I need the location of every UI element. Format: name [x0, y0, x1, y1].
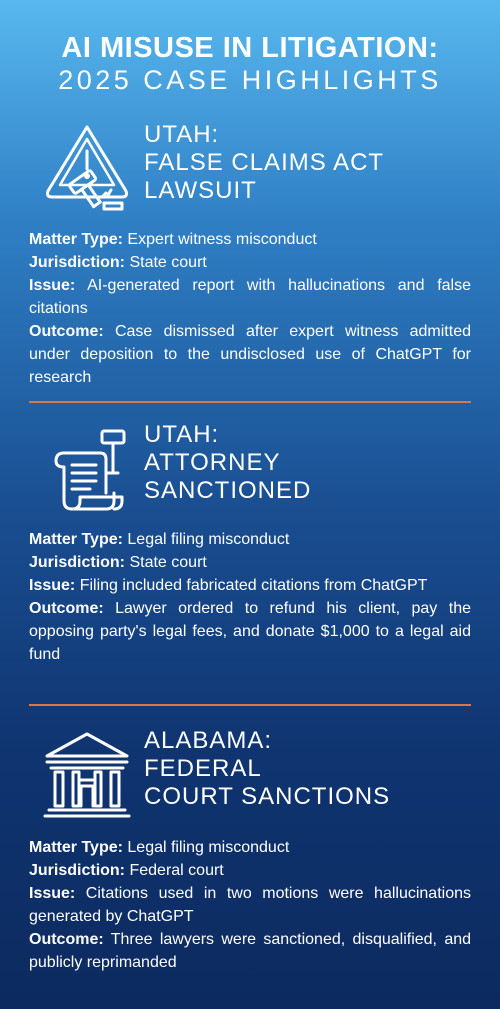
case-title-line: LAWSUIT — [144, 177, 257, 204]
main-title: AI MISUSE IN LITIGATION: — [61, 32, 439, 64]
case-title — [144, 418, 311, 505]
jurisdiction-label: Jurisdiction: — [29, 254, 126, 271]
case-title-line: COURT SANCTIONS — [144, 783, 391, 810]
jurisdiction-label: Jurisdiction: — [29, 554, 126, 571]
case-title-line: ALABAMA: — [144, 727, 273, 754]
matter-type-value: Legal filing misconduct — [127, 839, 290, 856]
matter-type-row — [29, 836, 471, 859]
outcome-value: Three lawyers were sanctioned, disqualified, and publicly reprimanded — [29, 931, 472, 971]
case-details — [29, 836, 471, 974]
case-title-line: FALSE CLAIMS ACT — [144, 149, 385, 176]
case-title-line: UTAH: — [144, 121, 220, 148]
outcome-label: Outcome: — [29, 600, 104, 617]
issue-label: Issue: — [29, 885, 76, 902]
outcome-label: Outcome: — [29, 931, 104, 948]
issue-row — [29, 274, 471, 320]
case-details — [29, 528, 471, 666]
matter-type-value: Legal filing misconduct — [127, 531, 290, 548]
case-header — [29, 418, 471, 518]
case-title-line: SANCTIONED — [144, 477, 312, 504]
case-title — [144, 724, 390, 811]
case-title-line: UTAH: — [144, 421, 220, 448]
outcome-row — [29, 320, 471, 389]
matter-type-label: Matter Type: — [29, 231, 123, 248]
jurisdiction-row — [29, 251, 471, 274]
case-title-line: FEDERAL — [144, 755, 262, 782]
issue-label: Issue: — [29, 277, 76, 294]
case-details — [29, 228, 471, 389]
matter-type-value: Expert witness misconduct — [127, 231, 317, 248]
sub-title: 2025 CASE HIGHLIGHTS — [58, 65, 442, 95]
jurisdiction-row — [29, 859, 471, 882]
issue-value: AI-generated report with hallucinations and false citations — [29, 277, 471, 317]
matter-type-label: Matter Type: — [29, 839, 123, 856]
issue-row — [29, 882, 471, 928]
case-title — [144, 118, 384, 205]
issue-label: Issue: — [29, 577, 76, 594]
jurisdiction-value: State court — [129, 254, 207, 271]
outcome-label: Outcome: — [29, 323, 104, 340]
case-header — [29, 118, 471, 218]
outcome-row — [29, 597, 471, 666]
outcome-value: Lawyer ordered to refund his client, pay the opposing party's legal fees, and donate $1,000 to a legal aid fund — [29, 600, 471, 663]
case-card-utah-false-claims — [29, 118, 471, 389]
issue-value: Filing included fabricated citations from ChatGPT — [79, 577, 428, 594]
courthouse-icon — [29, 724, 144, 824]
issue-row — [29, 574, 471, 597]
jurisdiction-value: Federal court — [129, 862, 224, 879]
matter-type-row — [29, 228, 471, 251]
scroll-gavel-icon — [29, 418, 144, 518]
case-card-utah-attorney — [29, 418, 471, 666]
warning-gavel-icon — [29, 118, 144, 218]
jurisdiction-value: State court — [129, 554, 207, 571]
matter-type-row — [29, 528, 471, 551]
jurisdiction-row — [29, 551, 471, 574]
issue-value: Citations used in two motions were hallucinations generated by ChatGPT — [29, 885, 471, 925]
jurisdiction-label: Jurisdiction: — [29, 862, 126, 879]
case-card-alabama-federal — [29, 724, 471, 974]
case-title-line: ATTORNEY — [144, 449, 281, 476]
section-divider — [29, 704, 471, 706]
section-divider — [29, 401, 471, 403]
case-header — [29, 724, 471, 824]
outcome-value: Case dismissed after expert witness admitted under deposition to the undisclosed use of ChatGPT for research — [29, 323, 471, 386]
matter-type-label: Matter Type: — [29, 531, 123, 548]
infographic-header — [0, 0, 500, 96]
outcome-row — [29, 928, 471, 974]
